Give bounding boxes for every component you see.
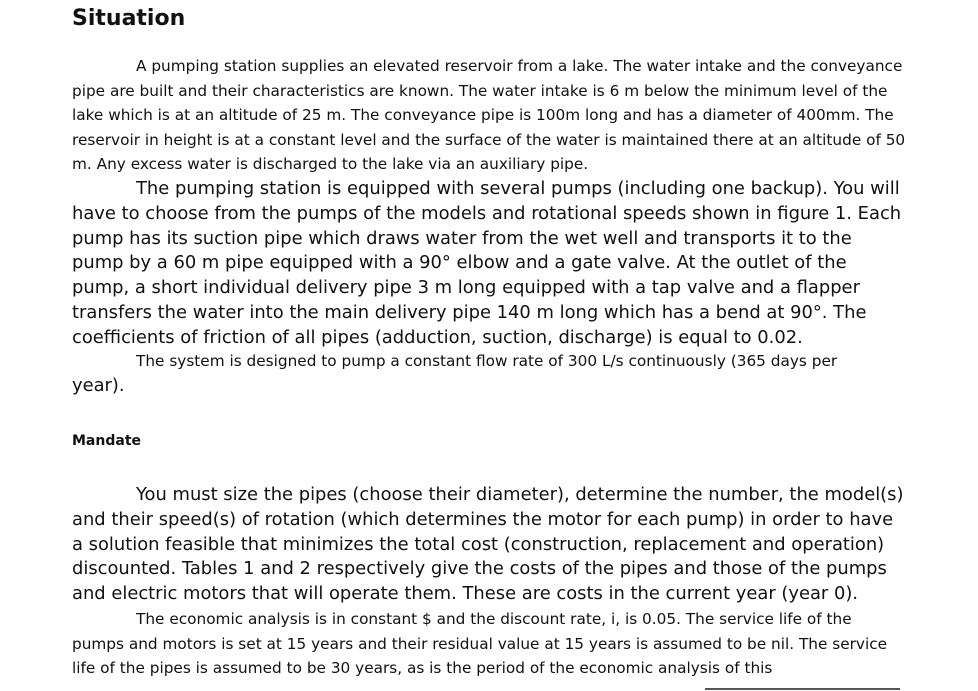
paragraph-intake-description: A pumping station supplies an elevated reservoir from a lake. The water intake and the conveyance pipe are built and their characteristics are known. The water intake is 6 m below the minimum level of the lake which is at an altitude of 25 m. The conveyance pipe is 100m long and has a diameter of 400mm. The reservoir in height is at a constant level and the surface of the water is maintained there at an altitude of 50 m. Any excess water is discharged to the lake via an auxiliary pipe. [72,57,906,174]
paragraph-pumping-station: The pumping station is equipped with several pumps (including one backup). You will have to choose from the pumps of the models and rotational speeds shown in figure 1. Each pump has its suction pipe which draws water from the wet well and transports it to the pump by a 60 m pipe equipped with a 90° elbow and a gate valve. At the outlet of the pump, a short individual delivery pipe 3 m long equipped with a tap valve and a flapper transfers the water into the main delivery pipe 140 m long which has a bend at 90°. The coefficients of friction of all pipes (adduction, suction, discharge) is equal to 0.02. [72,178,902,348]
flow-rate-line-1: The system is designed to pump a constant flow rate of 300 L/s continuously (365 days per [136,352,838,370]
section-heading-mandate: Mandate [72,433,142,449]
paragraph-economic-analysis: The economic analysis is in constant $ and the discount rate, i, is 0.05. The service life of the pumps and motors is set at 15 years and their residual value at 15 years is assumed to be nil. The service life of the pipes is assumed to be 30 years, as is the period of the economic analysis of this [72,610,888,678]
bottom-rule [705,688,900,690]
section-heading-situation: Situation [72,6,186,31]
paragraph-mandate-description: You must size the pipes (choose their diameter), determine the number, the model(s) and their speed(s) of rotation (which determines the motor for each pump) in order to have a solution feasible that minimizes the total cost (construction, replacement and operation) discounted. Tables 1 and 2 respectively give the costs of the pipes and those of the pumps and electric motors that will operate them. These are costs in the current year (year 0). [72,484,904,605]
paragraph-flow-rate [72,349,908,398]
flow-rate-line-2: year). [72,374,125,396]
